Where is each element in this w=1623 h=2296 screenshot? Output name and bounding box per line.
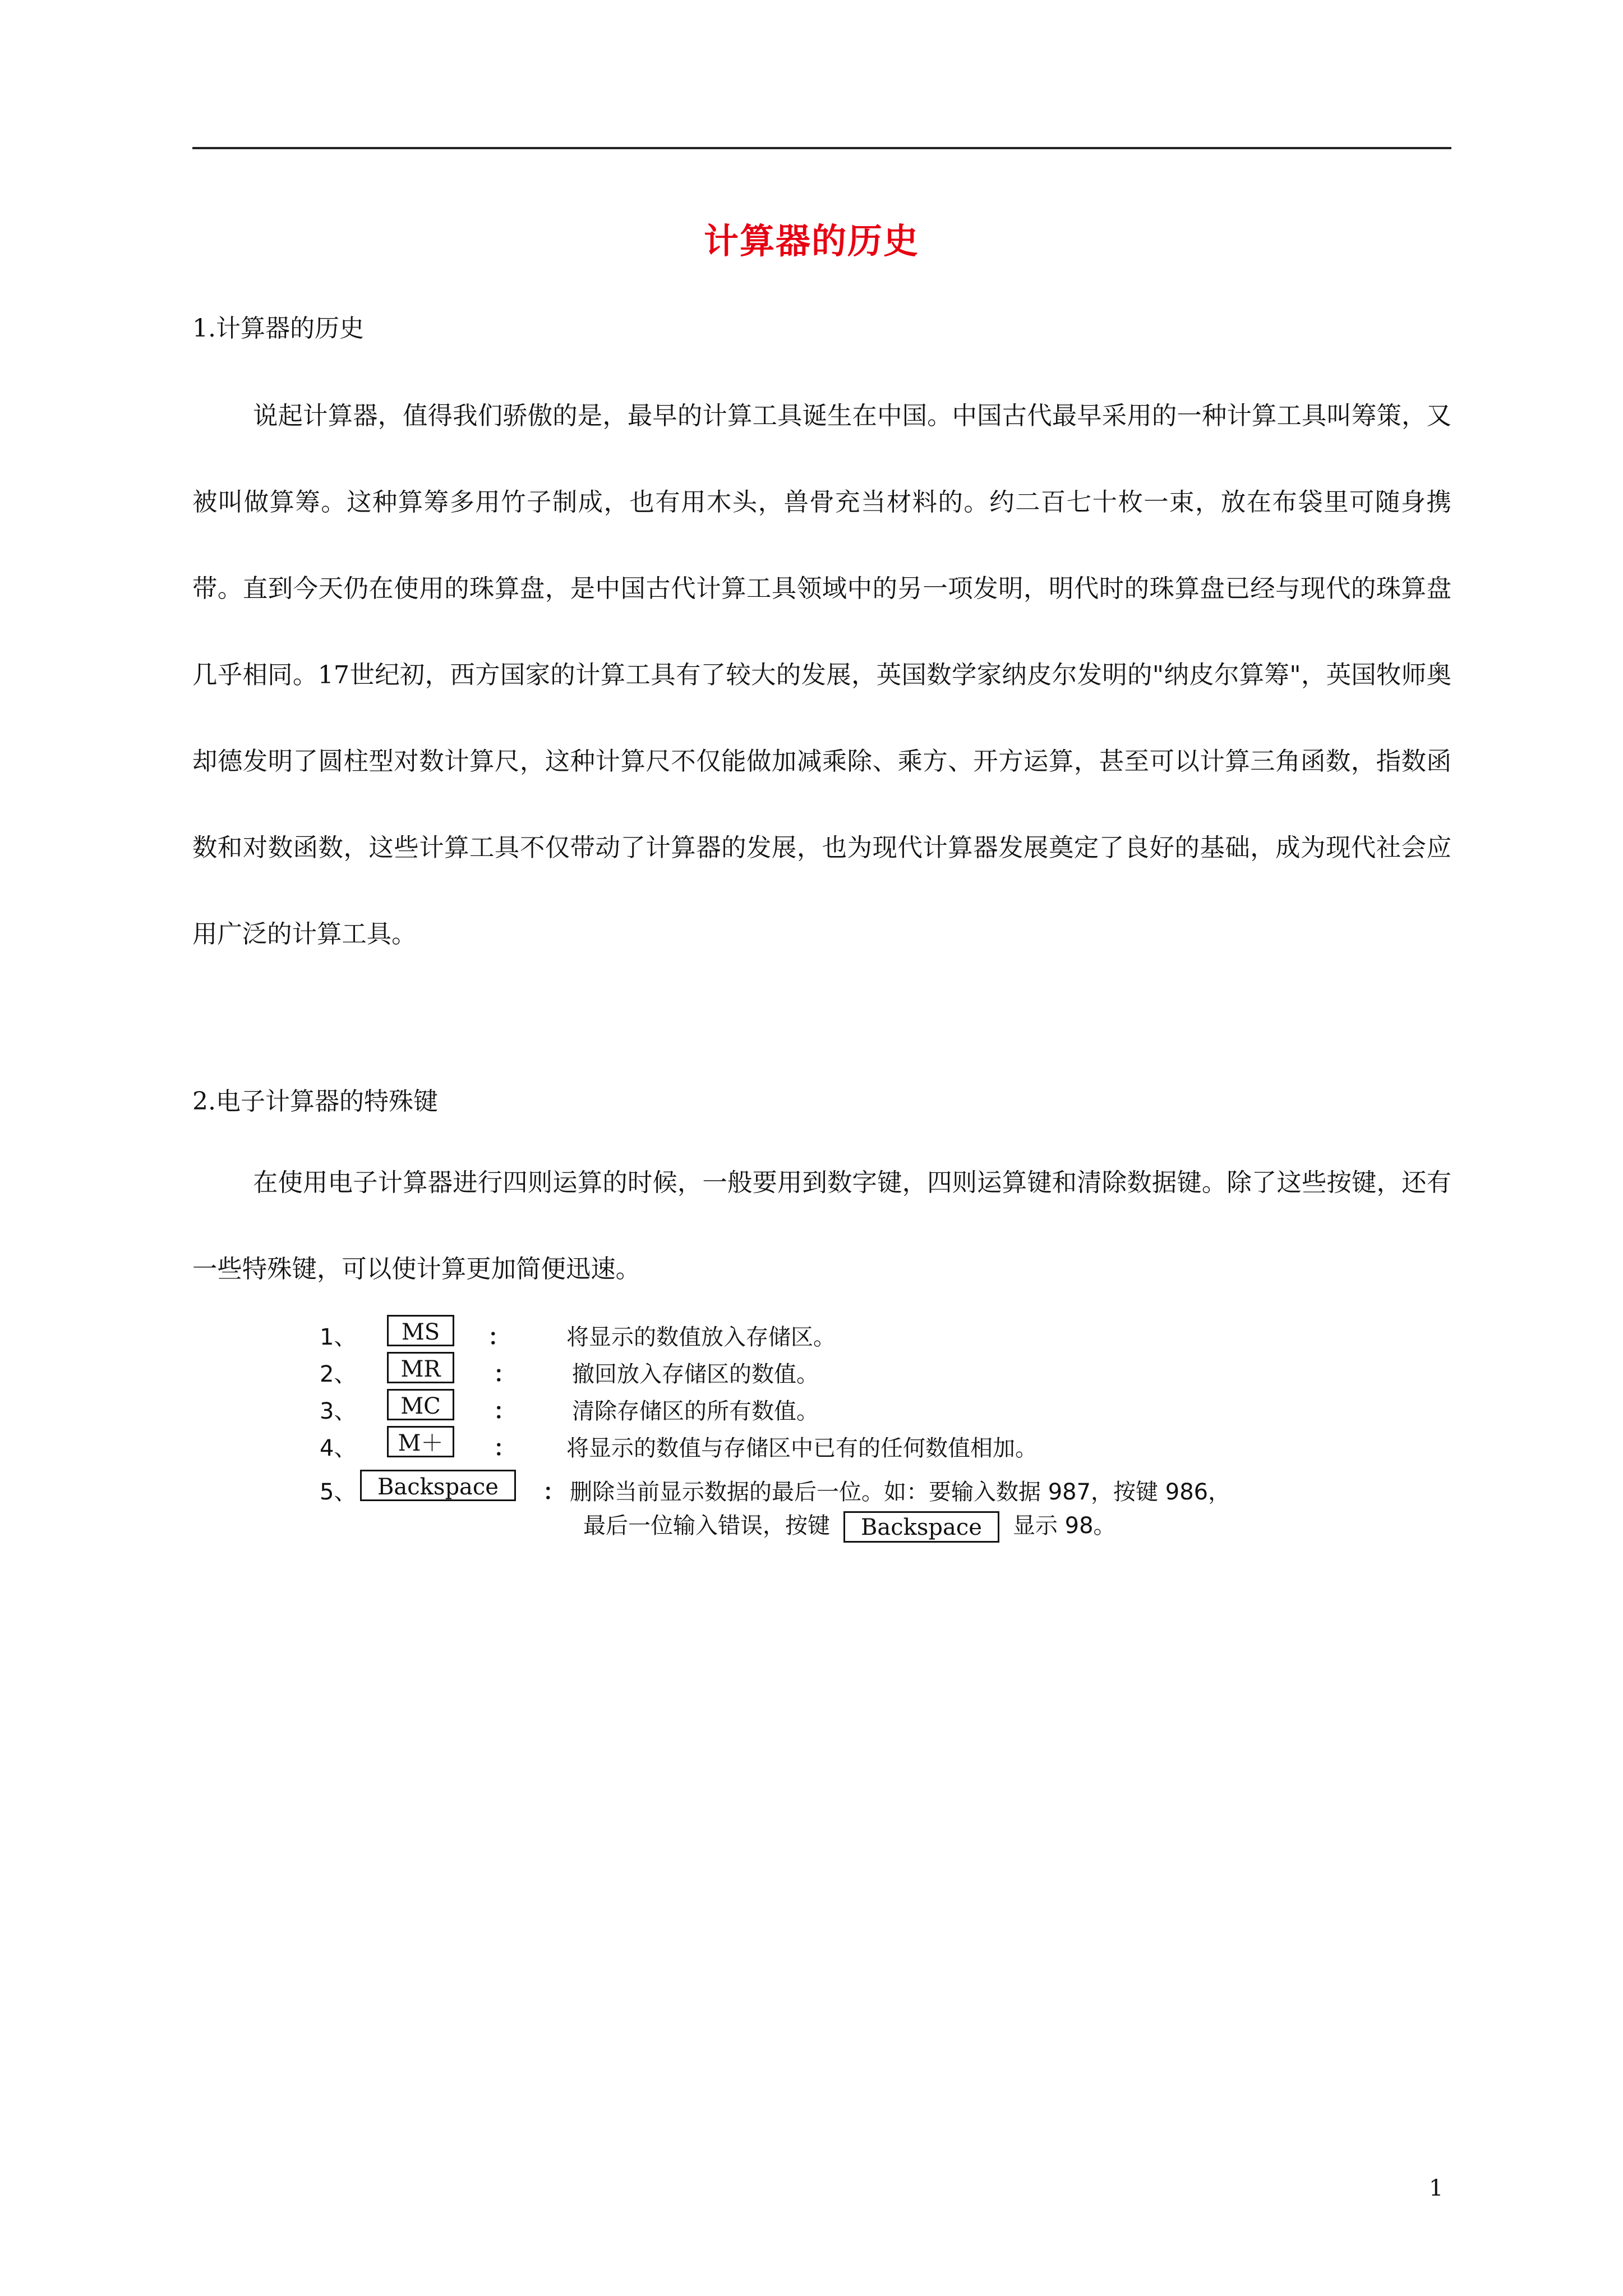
key-description: 撤回放入存储区的数值。 — [572, 1361, 819, 1387]
key-item-number: 1、 — [320, 1324, 357, 1350]
header-rule — [192, 147, 1451, 149]
key-item-number: 3、 — [320, 1398, 357, 1424]
section-paragraph-special-keys: 在使用电子计算器进行四则运算的时候，一般要用到数字键，四则运算键和清除数据键。除了这些按键，还有一些特殊键，可以使计算更加简便迅速。 — [192, 1168, 1451, 1283]
key-description: 将显示的数值放入存储区。 — [566, 1324, 836, 1350]
key-colon: ： — [488, 1324, 510, 1350]
key-colon: ： — [494, 1361, 516, 1387]
key-item-mc — [320, 1389, 1329, 1423]
key-description: 清除存储区的所有数值。 — [572, 1398, 819, 1424]
key-description-line2 — [583, 1508, 1116, 1543]
page-number: 1 — [1429, 2175, 1444, 2201]
section-paragraph-history: 说起计算器，值得我们骄傲的是，最早的计算工具诞生在中国。中国古代最早采用的一种计算工具叫筹策，又被叫做算筹。这种算筹多用竹子制成，也有用木头，兽骨充当材料的。约二百七十枚一束，放在布袋里可随身携带。直到今天仍在使用的珠算盘，是中国古代计算工具领域中的另一项发明，明代时的珠算盘已经与现代的珠算盘几乎相同。17世纪初，西方国家的计算工具有了较大的发展，英国数学家纳皮尔发明的"纳皮尔算筹"，英国牧师奥却德发明了圆柱型对数计算尺，这种计算尺不仅能做加减乘除、乘方、开方运算，甚至可以计算三角函数，指数函数和对数函数，这些计算工具不仅带动了计算器的发展，也为现代计算器发展奠定了良好的基础，成为现代社会应用广泛的计算工具。 — [192, 402, 1451, 949]
key-item-ms — [320, 1315, 1329, 1349]
key-colon: ： — [494, 1398, 516, 1424]
section-heading-special-keys: 2.电子计算器的特殊键 — [192, 1087, 438, 1116]
key-description-line2-suffix: 显示 98。 — [1012, 1513, 1116, 1539]
key-mc-box: MC — [387, 1389, 454, 1420]
key-item-backspace — [320, 1470, 1329, 1503]
key-item-mr — [320, 1352, 1329, 1386]
key-item-number: 2、 — [320, 1361, 357, 1387]
key-item-mplus — [320, 1426, 1329, 1460]
key-mr-box: MR — [387, 1352, 454, 1383]
key-ms-box: MS — [387, 1315, 454, 1346]
key-description: 删除当前显示数据的最后一位。如：要输入数据 987，按键 986， — [570, 1479, 1231, 1505]
document-title: 计算器的历史 — [703, 220, 919, 261]
key-colon: ： — [543, 1479, 565, 1505]
key-description-line2-prefix: 最后一位输入错误，按键 — [583, 1513, 830, 1539]
key-item-number: 5、 — [320, 1479, 357, 1505]
section-heading-history: 1.计算器的历史 — [192, 314, 364, 343]
key-backspace-inline-box: Backspace — [843, 1511, 999, 1543]
key-backspace-box: Backspace — [360, 1470, 516, 1501]
key-item-number: 4、 — [320, 1435, 357, 1461]
key-colon: ： — [494, 1435, 516, 1461]
key-item-backspace-continued — [320, 1508, 1329, 1542]
key-description: 将显示的数值与存储区中已有的任何数值相加。 — [566, 1435, 1038, 1461]
special-keys-figure — [320, 1315, 1329, 1556]
key-mplus-box: M＋ — [387, 1426, 454, 1457]
